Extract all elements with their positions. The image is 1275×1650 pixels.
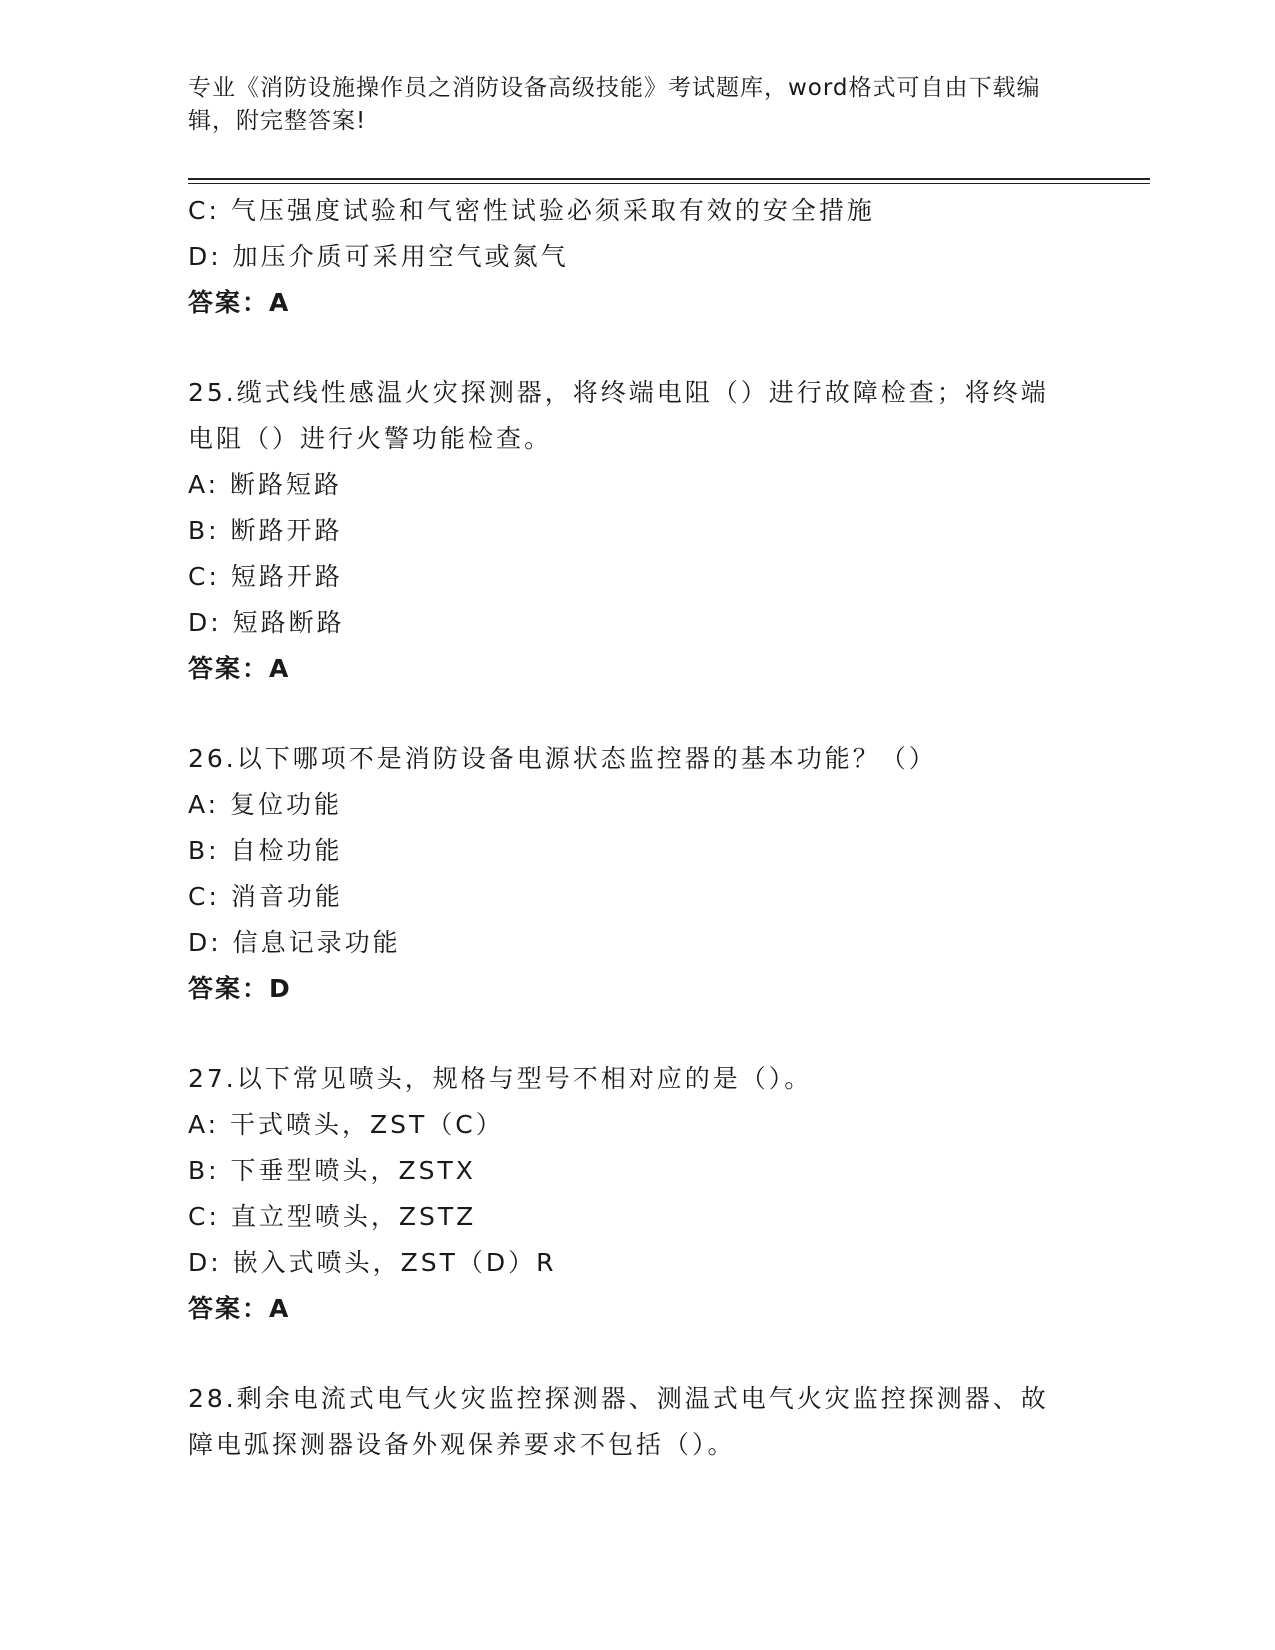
option: D: 短路断路: [188, 608, 345, 637]
question-text: 障电弧探测器设备外观保养要求不包括（）。: [188, 1430, 736, 1459]
header-line: 辑，附完整答案!: [188, 108, 367, 134]
option: C: 短路开路: [188, 562, 343, 591]
document-header: [188, 72, 1068, 138]
option: C: 直立型喷头，ZSTZ: [188, 1202, 477, 1231]
question-25: [188, 370, 1148, 692]
question-text: 25.缆式线性感温火灾探测器，将终端电阻（）进行故障检查；将终端: [188, 378, 1049, 407]
header-divider: [188, 178, 1150, 180]
option: A: 干式喷头，ZST（C）: [188, 1110, 504, 1139]
option: C: 气压强度试验和气密性试验必须采取有效的安全措施: [188, 196, 875, 225]
option: B: 断路开路: [188, 516, 343, 545]
option: D: 嵌入式喷头，ZST（D）R: [188, 1248, 557, 1277]
answer: 答案：A: [188, 1294, 291, 1323]
question-text: 26.以下哪项不是消防设备电源状态监控器的基本功能？（）: [188, 744, 937, 773]
header-divider-thin: [188, 183, 1150, 184]
option: A: 断路短路: [188, 470, 343, 499]
option: D: 加压介质可采用空气或氮气: [188, 242, 569, 271]
header-line: 专业《消防设施操作员之消防设备高级技能》考试题库，word格式可自由下载编: [188, 75, 1041, 101]
carryover-question: [188, 188, 1148, 326]
option: B: 下垂型喷头，ZSTX: [188, 1156, 476, 1185]
option: A: 复位功能: [188, 790, 343, 819]
option: B: 自检功能: [188, 836, 343, 865]
answer: 答案：A: [188, 288, 291, 317]
question-27: [188, 1056, 1148, 1332]
question-text: 电阻（）进行火警功能检查。: [188, 424, 553, 453]
question-text: 28.剩余电流式电气火灾监控探测器、测温式电气火灾监控探测器、故: [188, 1384, 1049, 1413]
question-26: [188, 736, 1148, 1012]
question-28: [188, 1376, 1148, 1468]
answer: 答案：D: [188, 974, 292, 1003]
option: C: 消音功能: [188, 882, 343, 911]
question-list: [188, 188, 1148, 1468]
option: D: 信息记录功能: [188, 928, 401, 957]
question-text: 27.以下常见喷头，规格与型号不相对应的是（）。: [188, 1064, 813, 1093]
answer: 答案：A: [188, 654, 291, 683]
